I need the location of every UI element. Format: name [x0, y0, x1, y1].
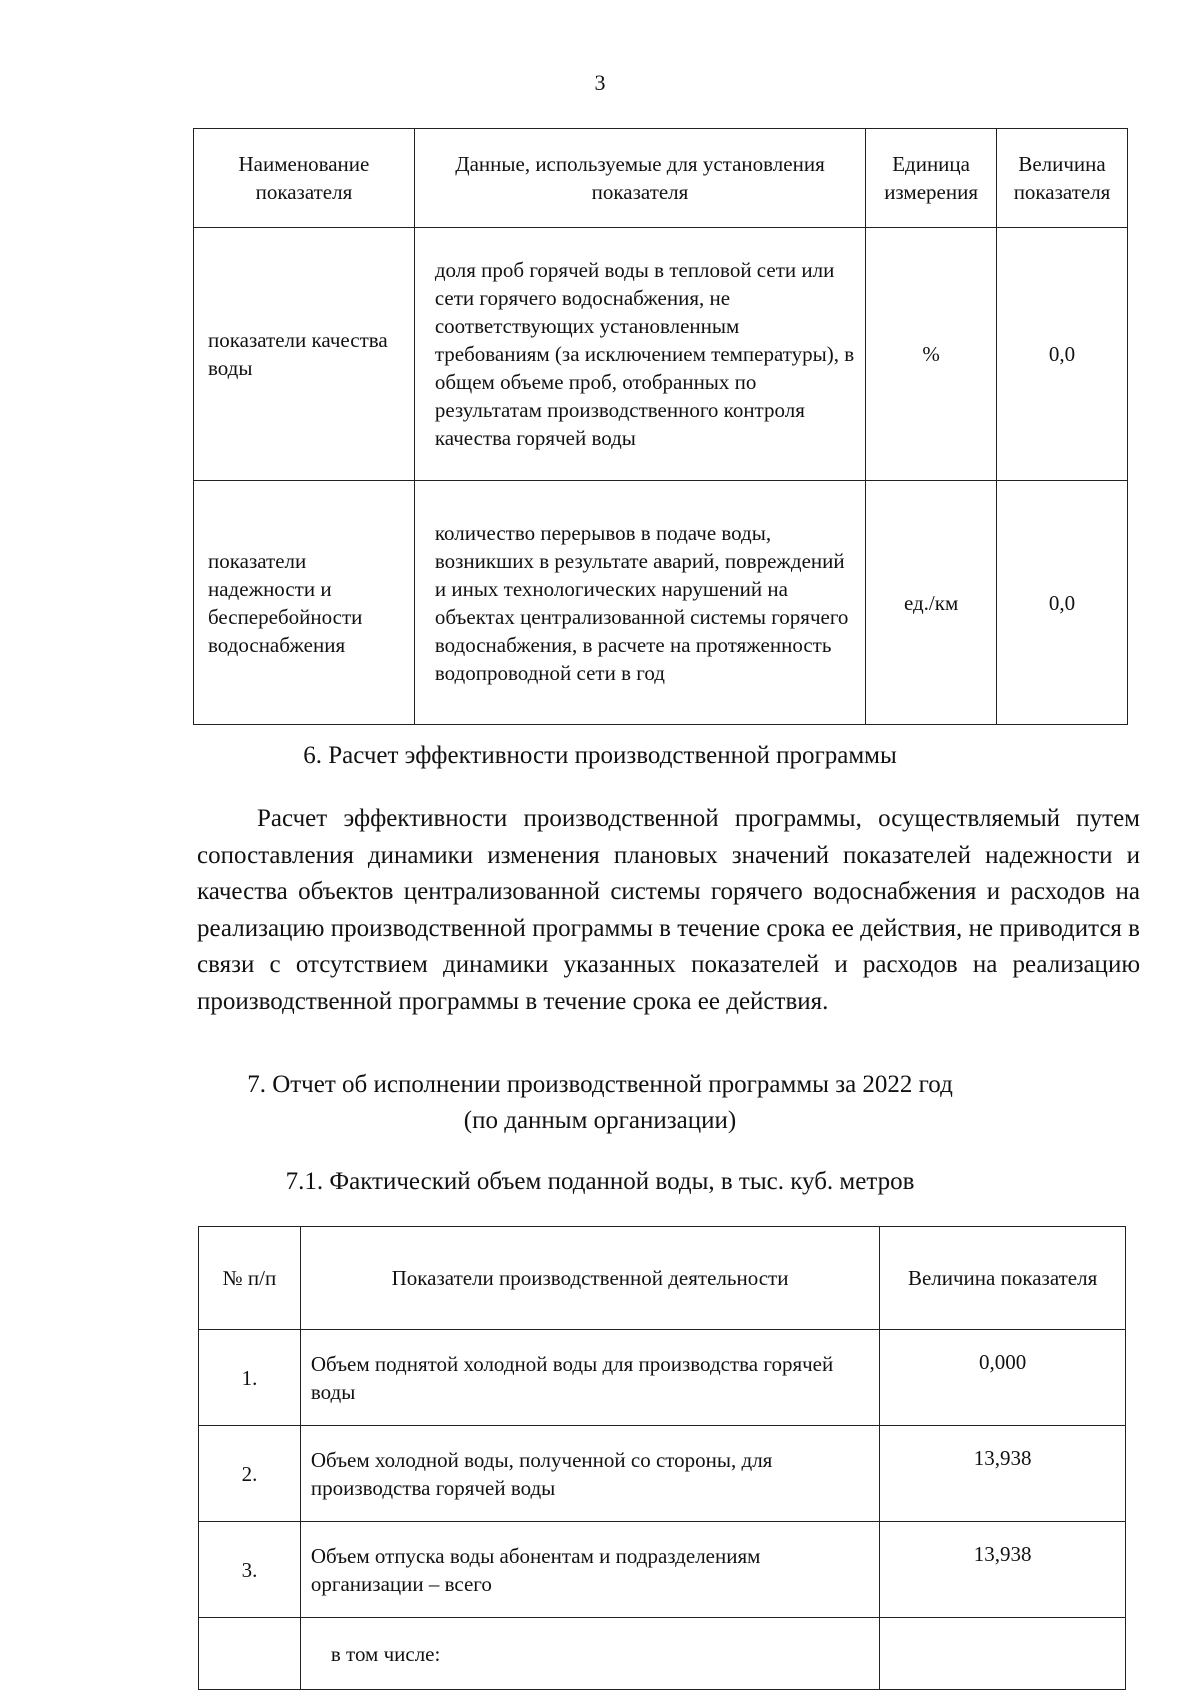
header-indicator-name: Наименование показателя: [194, 129, 415, 228]
header-indicator-data: Данные, используемые для установления показателя: [414, 129, 865, 228]
indicator-unit: %: [866, 228, 997, 481]
section-7-subtitle-org: (по данным организации): [463, 1107, 737, 1134]
row-value: [880, 1618, 1126, 1690]
header-value: Величина показателя: [997, 129, 1128, 228]
row-value: 13,938: [880, 1522, 1126, 1618]
table-row: [199, 1618, 1126, 1690]
table-row: [194, 481, 1128, 725]
row-number: [199, 1618, 301, 1690]
row-number: 3.: [199, 1522, 301, 1618]
indicator-data: количество перерывов в подаче воды, возникших в результате аварий, повреждений и иных технологических нарушений на объектах централизованной системы горячего водоснабжения, в расчете на протяженность водопроводной сети в год: [414, 481, 865, 725]
indicator-name: показатели надежности и бесперебойности водоснабжения: [194, 481, 415, 725]
table-header-row: [194, 129, 1128, 228]
row-number: 2.: [199, 1426, 301, 1522]
table-row: [199, 1426, 1126, 1522]
row-number: 1.: [199, 1330, 301, 1426]
header-unit: Единица измерения: [866, 129, 997, 228]
indicator-data: доля проб горячей воды в тепловой сети или сети горячего водоснабжения, не соответствующих установленным требованиям (за исключением температуры), в общем объеме проб, отобранных по результатам производственного контроля качества горячей воды: [414, 228, 865, 481]
row-indicator: Объем отпуска воды абонентам и подразделениям организации – всего: [300, 1522, 879, 1618]
table-header-row: [199, 1227, 1126, 1330]
indicators-table: [193, 128, 1128, 725]
row-indicator: Объем холодной воды, полученной со стороны, для производства горячей воды: [300, 1426, 879, 1522]
row-indicator: в том числе:: [300, 1618, 879, 1690]
indicator-name: показатели качества воды: [194, 228, 415, 481]
page-number: 3: [594, 70, 606, 95]
table-row: [194, 228, 1128, 481]
section-7-1-title: 7.1. Фактический объем поданной воды, в тыс. куб. метров: [285, 1168, 915, 1195]
table-row: [199, 1330, 1126, 1426]
water-volume-table: [198, 1226, 1126, 1690]
indicator-value: 0,0: [997, 481, 1128, 725]
header-indicator: Показатели производственной деятельности: [300, 1227, 879, 1330]
section-6-paragraph: Расчет эффективности производственной программы, осуществляемый путем сопоставления динамики изменения плановых значений показателей надежности и качества объектов централизованной системы горячего водоснабжения и расходов на реализацию производственной программы в течение срока ее действия, не приводится в связи с отсутствием динамики указанных показателей и расходов на реализацию производственной программы в течение срока ее действия.: [197, 805, 1140, 1015]
row-value: 0,000: [880, 1330, 1126, 1426]
indicator-value: 0,0: [997, 228, 1128, 481]
header-value: Величина показателя: [880, 1227, 1126, 1330]
section-6-title: 6. Расчет эффективности производственной программы: [303, 742, 897, 769]
row-indicator: Объем поднятой холодной воды для производства горячей воды: [300, 1330, 879, 1426]
row-value: 13,938: [880, 1426, 1126, 1522]
indicator-unit: ед./км: [866, 481, 997, 725]
section-7-title: 7. Отчет об исполнении производственной программы за 2022 год: [247, 1071, 953, 1098]
header-number: № п/п: [199, 1227, 301, 1330]
table-row: [199, 1522, 1126, 1618]
